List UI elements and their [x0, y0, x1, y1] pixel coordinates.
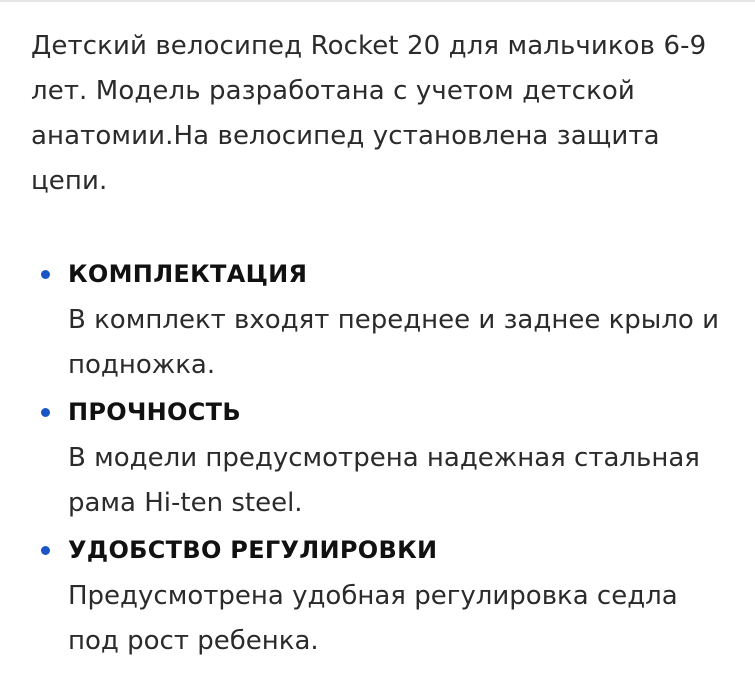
bullet-icon [41, 270, 50, 279]
bullet-icon [41, 546, 50, 555]
feature-title: КОМПЛЕКТАЦИЯ [68, 260, 308, 288]
bullet-icon [41, 408, 50, 417]
feature-title: ПРОЧНОСТЬ [68, 398, 241, 426]
feature-item [31, 252, 731, 388]
product-description [31, 24, 731, 656]
top-divider [0, 0, 755, 2]
feature-item [31, 528, 731, 664]
feature-text: Предусмотрена удобная регулировка седла под рост ребенка. [68, 581, 678, 656]
feature-text: В комплект входят переднее и заднее крыло и подножка. [68, 305, 720, 380]
intro-paragraph: Детский велосипед Rocket 20 для мальчиков 6-9 лет. Модель разработана с учетом детской анатомии.На велосипед установлена защита цепи. [31, 31, 707, 196]
feature-title: УДОБСТВО РЕГУЛИРОВКИ [68, 536, 438, 564]
feature-text: В модели предусмотрена надежная стальная рама Hi-ten steel. [68, 443, 700, 518]
feature-item [31, 390, 731, 526]
feature-list [31, 252, 731, 664]
